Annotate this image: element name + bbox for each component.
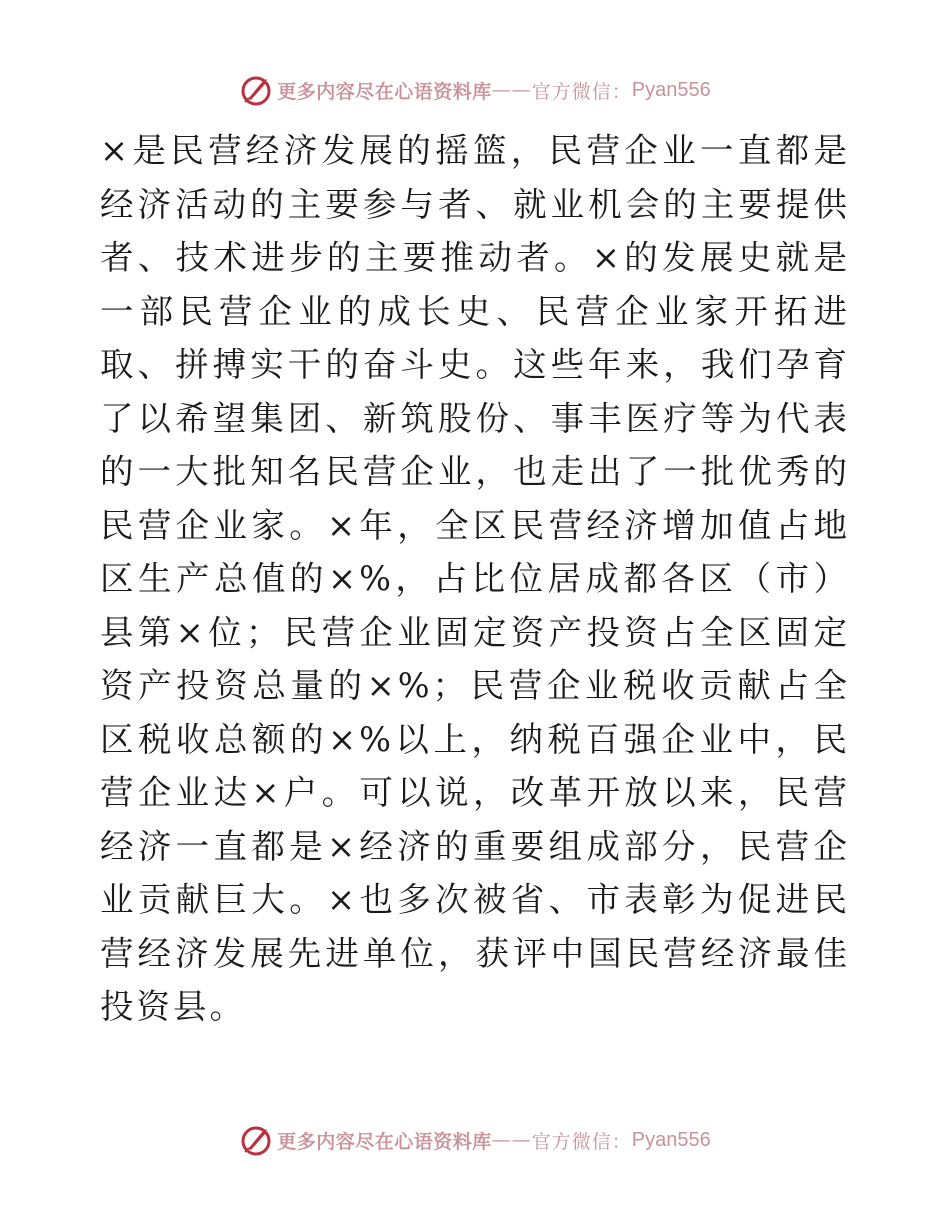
quill-logo-icon xyxy=(239,1123,273,1157)
document-body xyxy=(100,124,850,1034)
footer-banner-wechat-label: 官方微信： xyxy=(531,1130,632,1153)
footer-watermark-banner xyxy=(0,1120,950,1160)
footer-banner-text: 更多内容尽在心语资料库 xyxy=(277,1130,492,1153)
header-banner-text: 更多内容尽在心语资料库 xyxy=(277,80,492,103)
quill-logo-icon xyxy=(239,73,273,107)
body-paragraph: ×是民营经济发展的摇篮，民营企业一直都是经济活动的主要参与者、就业机会的主要提供者、技术进步的主要推动者。×的发展史就是一部民营企业的成长史、民营企业家开拓进取、拼搏实干的奋斗史。这些年来，我们孕育了以希望集团、新筑股份、事丰医疗等为代表的一大批知名民营企业，也走出了一批优秀的民营企业家。×年，全区民营经济增加值占地区生产总值的×%，占比位居成都各区（市）县第×位；民营企业固定资产投资占全区固定资产投资总量的×%；民营企业税收贡献占全区税收总额的×%以上，纳税百强企业中，民营企业达×户。可以说，改革开放以来，民营经济一直都是×经济的重要组成部分，民营企业贡献巨大。×也多次被省、市表彰为促进民营经济发展先进单位，获评中国民营经济最佳投资县。 xyxy=(100,131,850,1026)
footer-banner-dash: —— xyxy=(491,1129,532,1151)
header-banner-dash: —— xyxy=(491,79,532,101)
header-banner-wechat-label: 官方微信： xyxy=(531,80,632,103)
header-watermark-banner xyxy=(0,70,950,110)
header-banner-wechat-id: Pyan556 xyxy=(631,78,711,101)
footer-banner-wechat-id: Pyan556 xyxy=(631,1128,711,1151)
